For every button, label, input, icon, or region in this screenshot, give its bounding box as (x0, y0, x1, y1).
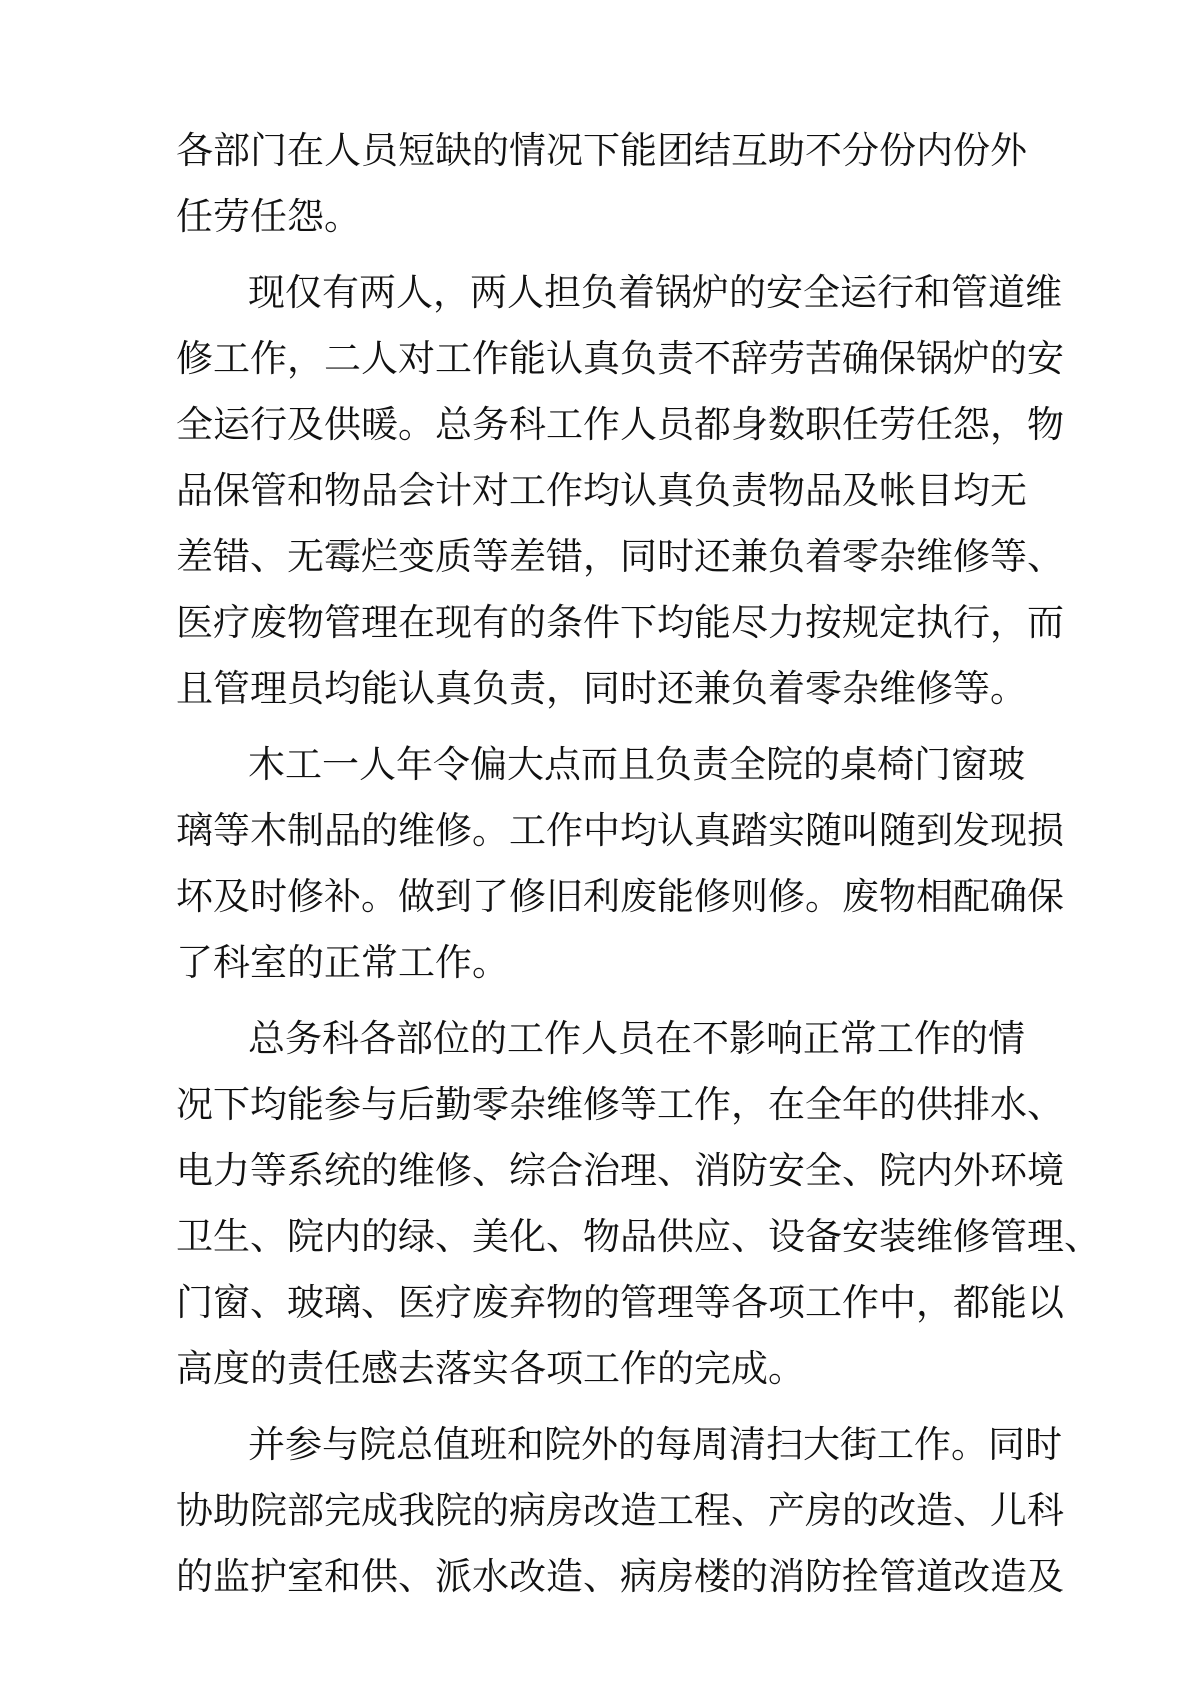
text-line: 差错、无霉烂变质等差错，同时还兼负着零杂维修等、 (176, 535, 1064, 578)
text-line: 木工一人年令偏大点而且负责全院的桌椅门窗玻 (248, 743, 1025, 786)
paragraph (176, 118, 1036, 250)
text-line: 且管理员均能认真负责，同时还兼负着零杂维修等。 (176, 667, 1027, 710)
text-line: 的监护室和供、派水改造、病房楼的消防拴管道改造及 (176, 1555, 1064, 1598)
paragraph (176, 260, 1064, 722)
paragraph (176, 1006, 1101, 1402)
text-line: 各部门在人员短缺的情况下能团结互助不分份内份外 (176, 129, 1027, 172)
text-line: 了科室的正常工作。 (176, 941, 509, 984)
text-line: 并参与院总值班和院外的每周清扫大街工作。同时 (248, 1423, 1062, 1466)
text-line: 高度的责任感去落实各项工作的完成。 (176, 1347, 805, 1390)
text-line: 修工作，二人对工作能认真负责不辞劳苦确保锅炉的安 (176, 337, 1064, 380)
text-line: 协助院部完成我院的病房改造工程、产房的改造、儿科 (176, 1489, 1064, 1532)
paragraph (176, 732, 1064, 996)
text-line: 璃等木制品的维修。工作中均认真踏实随叫随到发现损 (176, 809, 1064, 852)
text-line: 任劳任怨。 (176, 195, 361, 238)
paragraph (176, 1412, 1064, 1610)
text-line: 坏及时修补。做到了修旧利废能修则修。废物相配确保 (176, 875, 1064, 918)
text-line: 现仅有两人，两人担负着锅炉的安全运行和管道维 (248, 271, 1062, 314)
text-line: 品保管和物品会计对工作均认真负责物品及帐目均无 (176, 469, 1027, 512)
text-line: 全运行及供暖。总务科工作人员都身数职任劳任怨，物 (176, 403, 1064, 446)
text-line: 门窗、玻璃、医疗废弃物的管理等各项工作中，都能以 (176, 1281, 1064, 1324)
text-line: 电力等系统的维修、综合治理、消防安全、院内外环境 (176, 1149, 1064, 1192)
body-text (176, 118, 1101, 1610)
text-line: 卫生、院内的绿、美化、物品供应、设备安装维修管理、 (176, 1215, 1101, 1258)
text-line: 医疗废物管理在现有的条件下均能尽力按规定执行，而 (176, 601, 1064, 644)
text-line: 况下均能参与后勤零杂维修等工作，在全年的供排水、 (176, 1083, 1064, 1126)
text-line: 总务科各部位的工作人员在不影响正常工作的情 (248, 1017, 1025, 1060)
